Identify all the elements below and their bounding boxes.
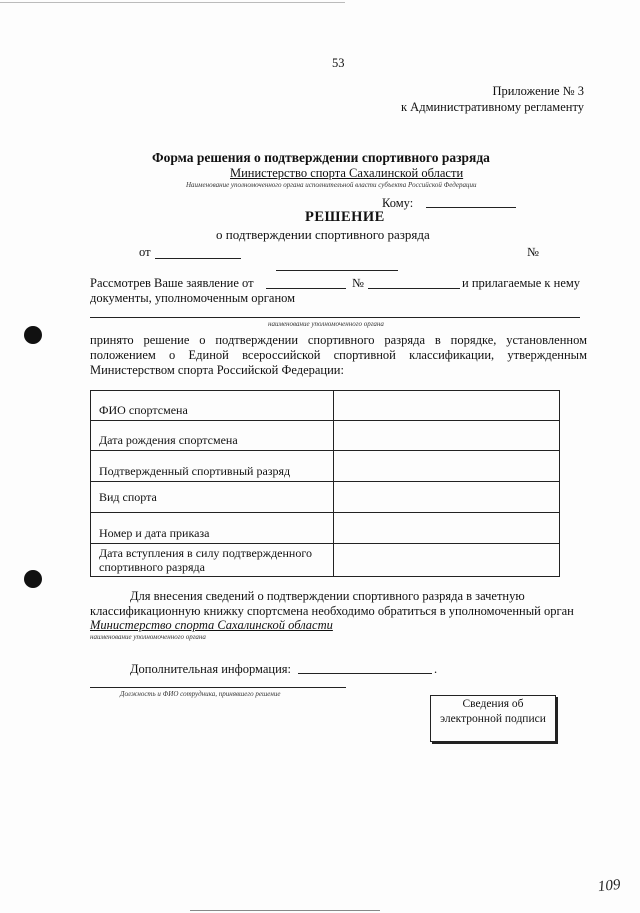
record-text: Для внесения сведений о подтверждении спортивного разряда в зачетную классификационную книжку спортсмена необходимо обратиться в уполномоченный орган (90, 589, 574, 618)
intro-part3: документы, уполномоченным органом (90, 291, 296, 305)
recipient-field (426, 207, 516, 208)
row-value-athlete-name (334, 391, 560, 421)
additional-info-label: Дополнительная информация: (130, 662, 291, 676)
row-value-effective-date (334, 544, 560, 577)
application-number-sign: № (352, 276, 364, 290)
row-value-confirmed-rank (334, 451, 560, 482)
table-row (91, 451, 560, 482)
row-value-order (334, 513, 560, 544)
application-number-field (368, 288, 460, 289)
table-row (91, 544, 560, 577)
binder-hole-top (24, 326, 42, 344)
e-signature-box (430, 695, 556, 742)
row-label-birth-date: Дата рождения спортсмена (91, 421, 334, 451)
annex-reference: к Административному регламенту (400, 100, 584, 114)
table-row (91, 482, 560, 513)
row-label-sport: Вид спорта (91, 482, 334, 513)
decision-number-sign: № (527, 245, 539, 259)
row-value-sport (334, 482, 560, 513)
row-label-effective-date: Дата вступления в силу подтвержденного спортивного разряда (91, 544, 334, 577)
applicant-blank-line (276, 270, 398, 271)
authority-field (90, 317, 580, 318)
binder-hole-bottom (24, 570, 42, 588)
table-row (91, 421, 560, 451)
signer-caption: Должность и ФИО сотрудника, принявшего решение (120, 690, 281, 698)
form-title: Форма решения о подтверждении спортивного разряда (152, 150, 490, 165)
to-label: Кому: (382, 196, 414, 210)
intro-part2: и прилагаемые к нему (462, 276, 581, 290)
handwritten-page-number: 109 (597, 876, 622, 896)
application-date-field (266, 288, 346, 289)
intro-part1: Рассмотрев Ваше заявление от (90, 276, 254, 290)
ministry-caption: Наименование уполномоченного органа исполнительной власти субъекта Российской Федерации (186, 181, 477, 189)
row-label-athlete-name: ФИО спортсмена (91, 391, 334, 421)
row-value-birth-date (334, 421, 560, 451)
signer-field (90, 687, 346, 688)
e-signature-label: Сведения об электронной подписи (440, 698, 546, 725)
authority-caption: наименование уполномоченного органа (268, 320, 384, 328)
ministry-header: Министерство спорта Сахалинской области (230, 166, 464, 180)
additional-info-period: . (434, 662, 438, 676)
decision-text: принято решение о подтверждении спортивного разряда в порядке, установленном положением о Единой всероссийской спортивной классификации, утвержденным Министерством спорта Российской Федерации: (90, 333, 587, 377)
annex-number: Приложение № 3 (492, 84, 584, 98)
date-from-label: от (139, 245, 151, 259)
scan-edge-line-bottom (190, 910, 380, 911)
row-label-confirmed-rank: Подтвержденный спортивный разряд (91, 451, 334, 482)
table-row (91, 513, 560, 544)
authority-name-caption: наименование уполномоченного органа (90, 633, 206, 641)
decision-title: РЕШЕНИЕ (305, 209, 385, 225)
athlete-info-table (90, 390, 560, 577)
page-number: 53 (332, 56, 345, 70)
decision-date-field (155, 258, 241, 259)
scan-edge-line (0, 2, 345, 3)
table-row (91, 391, 560, 421)
decision-subtitle: о подтверждении спортивного разряда (216, 227, 430, 242)
row-label-order: Номер и дата приказа (91, 513, 334, 544)
authority-name: Министерство спорта Сахалинской области (90, 618, 333, 632)
additional-info-field (298, 673, 432, 674)
